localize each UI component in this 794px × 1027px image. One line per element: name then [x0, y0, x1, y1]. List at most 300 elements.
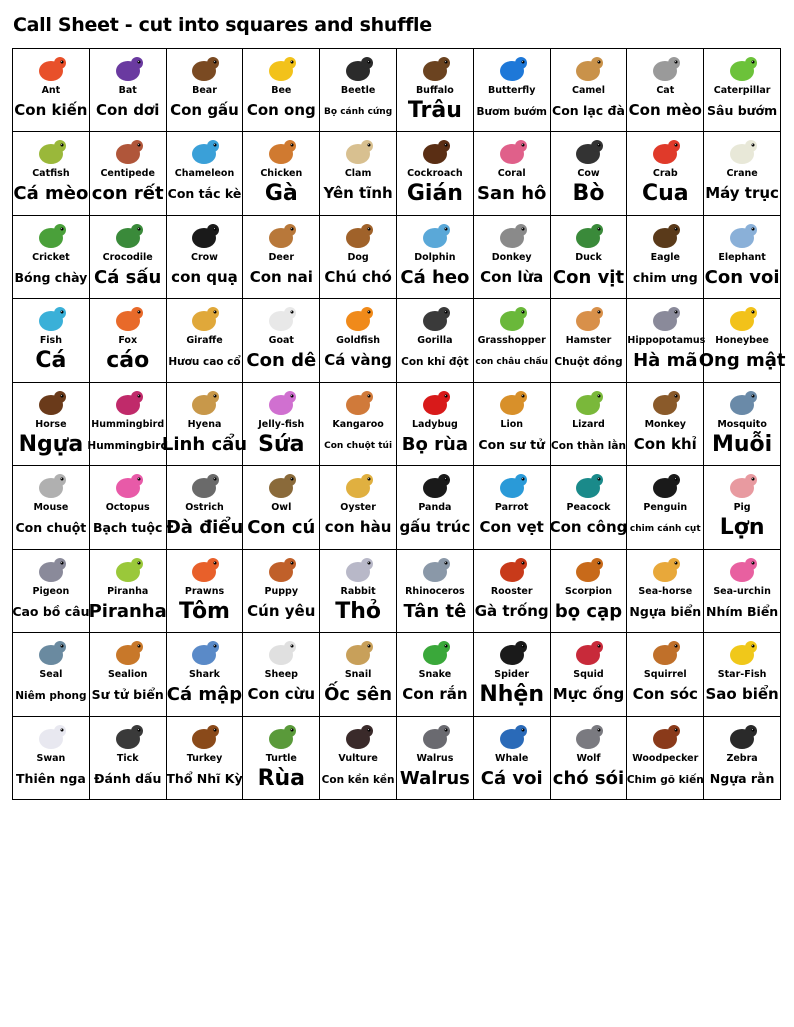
animal-card-cat: [627, 49, 704, 132]
turkey-icon: [184, 720, 224, 754]
animal-card-donkey: [474, 216, 551, 299]
animal-card-sealion: [90, 633, 167, 716]
whale-icon: [492, 720, 532, 754]
woodpecker-icon: [645, 720, 685, 754]
vietnamese-name: Cua: [641, 181, 689, 207]
vietnamese-name: chim ưng: [632, 269, 698, 285]
caterpillar-icon: [722, 52, 762, 86]
vietnamese-name: Chim gõ kiến: [626, 773, 704, 786]
spider-icon: [492, 636, 532, 670]
english-name: Whale: [495, 752, 529, 764]
animal-card-caterpillar: [704, 49, 781, 132]
animal-card-ladybug: [397, 383, 474, 466]
animal-card-woodpecker: [627, 717, 704, 800]
vietnamese-name: Cá mèo: [13, 183, 89, 205]
vietnamese-name: Con kiến: [14, 101, 88, 119]
english-name: Squirrel: [643, 669, 687, 681]
elephant-icon: [722, 219, 762, 253]
animal-card-chameleon: [167, 132, 244, 215]
animal-card-camel: [551, 49, 628, 132]
vietnamese-name: Con lạc đà: [552, 103, 625, 118]
english-name: Lion: [500, 418, 523, 430]
animal-card-turkey: [167, 717, 244, 800]
seaurchin-icon: [722, 553, 762, 587]
mouse-icon: [31, 469, 71, 503]
animal-card-mosquito: [704, 383, 781, 466]
english-name: Turkey: [186, 752, 223, 764]
english-name: Lizard: [572, 418, 605, 430]
english-name: Fish: [39, 335, 62, 347]
english-name: Kangaroo: [332, 418, 384, 430]
animal-card-dog: [320, 216, 397, 299]
english-name: Peacock: [566, 502, 611, 514]
english-name: Crocodile: [102, 251, 153, 263]
peacock-icon: [568, 469, 608, 503]
english-name: Grasshopper: [477, 335, 546, 347]
animal-card-eagle: [627, 216, 704, 299]
english-name: Hippopotamus: [627, 335, 706, 347]
prawns-icon: [184, 553, 224, 587]
vietnamese-name: Con nai: [249, 267, 313, 286]
vietnamese-name: Bóng chày: [14, 269, 88, 285]
animal-card-sea-horse: [627, 550, 704, 633]
animal-card-prawns: [167, 550, 244, 633]
english-name: Ladybug: [411, 418, 458, 430]
sheep-icon: [261, 636, 301, 670]
vietnamese-name: Con vẹt: [479, 518, 544, 537]
vietnamese-name: Sâu bướm: [707, 103, 778, 118]
walrus-icon: [415, 720, 455, 754]
rooster-icon: [492, 553, 532, 587]
vietnamese-name: Bò: [572, 181, 605, 207]
vietnamese-name: Bạch tuộc: [92, 520, 163, 536]
english-name: Cat: [656, 85, 675, 96]
english-name: Parrot: [494, 502, 529, 514]
vietnamese-name: Lợn: [719, 515, 765, 541]
snail-icon: [338, 636, 378, 670]
animal-card-cockroach: [397, 132, 474, 215]
penguin-icon: [645, 469, 685, 503]
animal-card-pig: [704, 466, 781, 549]
english-name: Walrus: [416, 752, 454, 764]
horse-icon: [31, 386, 71, 420]
animal-card-star-fish: [704, 633, 781, 716]
jellyfish-icon: [261, 386, 301, 420]
english-name: Monkey: [644, 418, 687, 430]
vietnamese-name: Con cú: [247, 517, 316, 539]
english-name: Shark: [188, 669, 220, 681]
english-name: Tick: [116, 752, 139, 764]
ladybug-icon: [415, 386, 455, 420]
vietnamese-name: Con gấu: [170, 101, 239, 119]
animal-card-hummingbird: [87, 383, 168, 466]
animal-card-bee: [243, 49, 320, 132]
animal-card-buffalo: [397, 49, 474, 132]
english-name: Honeybee: [715, 335, 769, 347]
animal-card-bear: [167, 49, 244, 132]
animal-card-elephant: [704, 216, 781, 299]
vietnamese-name: Ngựa rằn: [709, 770, 775, 786]
squid-icon: [568, 636, 608, 670]
vietnamese-name: Bọ rùa: [401, 433, 468, 455]
animal-card-walrus: [397, 717, 474, 800]
starfish-icon: [722, 636, 762, 670]
animal-card-octopus: [90, 466, 167, 549]
vietnamese-name: Con rắn: [402, 685, 468, 704]
animal-card-kangaroo: [320, 383, 397, 466]
vietnamese-name: Con chuột túi: [324, 440, 393, 451]
hummingbird-icon: [108, 386, 148, 420]
centipede-icon: [108, 135, 148, 169]
vietnamese-name: Tôm: [179, 598, 230, 624]
vietnamese-name: Tân tê: [403, 600, 467, 622]
vietnamese-name: Linh cẩu: [161, 433, 248, 455]
english-name: Seal: [39, 669, 63, 681]
english-name: Octopus: [105, 502, 150, 514]
vietnamese-name: Con thằn lằn: [551, 439, 626, 452]
shark-icon: [184, 636, 224, 670]
honeybee-icon: [722, 302, 762, 336]
animal-card-crocodile: [90, 216, 167, 299]
vietnamese-name: Walrus: [399, 767, 470, 789]
vietnamese-name: Con kền kền: [321, 773, 395, 786]
animal-card-squirrel: [627, 633, 704, 716]
english-name: Puppy: [264, 585, 299, 597]
animal-card-seal: [13, 633, 90, 716]
vietnamese-name: Cá voi: [480, 767, 543, 789]
vietnamese-name: cáo: [106, 348, 150, 374]
animal-card-horse: [13, 383, 90, 466]
turtle-icon: [261, 720, 301, 754]
pigeon-icon: [31, 553, 71, 587]
animal-card-goldfish: [320, 299, 397, 382]
english-name: Bee: [271, 85, 292, 96]
vietnamese-name: Con ong: [246, 101, 316, 119]
bee-icon: [261, 52, 301, 86]
hamster-icon: [568, 302, 608, 336]
animal-card-lion: [474, 383, 551, 466]
english-name: Buffalo: [415, 85, 454, 96]
crow-icon: [184, 219, 224, 253]
english-name: Beetle: [340, 85, 376, 96]
vietnamese-name: Con khỉ: [633, 434, 697, 453]
animal-card-monkey: [627, 383, 704, 466]
crocodile-icon: [108, 219, 148, 253]
english-name: Hamster: [565, 335, 612, 347]
duck-icon: [568, 219, 608, 253]
animal-card-squid: [551, 633, 628, 716]
vietnamese-name: Hươu cao cổ: [168, 356, 241, 369]
pig-icon: [722, 469, 762, 503]
animal-card-fox: [90, 299, 167, 382]
vietnamese-name: Đà điểu: [165, 517, 244, 539]
chicken-icon: [261, 135, 301, 169]
vietnamese-name: Cá sấu: [94, 266, 162, 288]
animal-card-snail: [320, 633, 397, 716]
vietnamese-name: Trâu: [407, 98, 462, 123]
animal-card-beetle: [320, 49, 397, 132]
animal-card-ostrich: [167, 466, 244, 549]
ostrich-icon: [184, 469, 224, 503]
animal-card-catfish: [13, 132, 90, 215]
rabbit-icon: [338, 553, 378, 587]
parrot-icon: [492, 469, 532, 503]
animal-card-shark: [167, 633, 244, 716]
english-name: Turtle: [265, 752, 297, 764]
english-name: Bear: [192, 85, 217, 96]
english-name: Cow: [577, 168, 600, 180]
english-name: Zebra: [726, 752, 758, 764]
vietnamese-name: Con sư tử: [478, 436, 545, 452]
lizard-icon: [568, 386, 608, 420]
animal-card-goat: [243, 299, 320, 382]
vietnamese-name: Đánh dấu: [94, 770, 162, 786]
english-name: Squid: [573, 669, 604, 681]
english-name: Oyster: [340, 502, 376, 514]
coral-icon: [492, 135, 532, 169]
english-name: Scorpion: [564, 585, 613, 597]
vietnamese-name: Piranha: [88, 600, 167, 622]
crab-icon: [645, 135, 685, 169]
vietnamese-name: Con dơi: [95, 101, 160, 119]
vietnamese-name: Cá vàng: [324, 351, 392, 370]
english-name: Owl: [271, 502, 292, 514]
tick-icon: [108, 720, 148, 754]
animal-card-vulture: [320, 717, 397, 800]
vietnamese-name: Cao bồ câu: [12, 603, 90, 619]
vietnamese-name: Nhện: [479, 682, 545, 708]
dolphin-icon: [415, 219, 455, 253]
english-name: Eagle: [650, 251, 680, 263]
vietnamese-name: con rết: [91, 183, 164, 205]
english-name: Horse: [35, 418, 67, 430]
fish-icon: [31, 302, 71, 336]
catfish-icon: [31, 135, 71, 169]
animal-card-mouse: [13, 466, 90, 549]
english-name: Caterpillar: [713, 85, 771, 96]
wolf-icon: [568, 720, 608, 754]
hippopotamus-icon: [645, 302, 685, 336]
english-name: Chameleon: [174, 168, 235, 180]
puppy-icon: [261, 553, 301, 587]
vietnamese-name: San hô: [477, 183, 547, 205]
vietnamese-name: Con voi: [704, 266, 780, 288]
animal-card-crow: [167, 216, 244, 299]
animal-card-honeybee: [698, 299, 786, 382]
vietnamese-name: Máy trục: [705, 184, 779, 203]
vietnamese-name: bọ cạp: [554, 600, 623, 622]
vietnamese-name: Cá: [35, 348, 67, 374]
vietnamese-name: Hà mã: [633, 350, 698, 372]
animal-card-penguin: [627, 466, 704, 549]
vietnamese-name: Mực ống: [552, 685, 625, 704]
giraffe-icon: [184, 302, 224, 336]
animal-card-centipede: [90, 132, 167, 215]
animal-card-jelly-fish: [243, 383, 320, 466]
vietnamese-name: Yên tĩnh: [323, 184, 393, 203]
deer-icon: [261, 219, 301, 253]
english-name: Prawns: [184, 585, 225, 597]
animal-card-panda: [397, 466, 474, 549]
vietnamese-name: Cún yêu: [247, 601, 316, 620]
english-name: Piranha: [107, 585, 149, 597]
squirrel-icon: [645, 636, 685, 670]
swan-icon: [31, 720, 71, 754]
animal-card-bat: [90, 49, 167, 132]
dog-icon: [338, 219, 378, 253]
vietnamese-name: Nhím Biển: [705, 603, 779, 619]
page-title: Call Sheet - cut into squares and shuffle: [13, 14, 432, 36]
vietnamese-name: Con công: [549, 518, 628, 537]
fox-icon: [108, 302, 148, 336]
octopus-icon: [108, 469, 148, 503]
vietnamese-name: Con mèo: [628, 101, 702, 119]
english-name: Clam: [344, 168, 372, 180]
zebra-icon: [722, 720, 762, 754]
animal-card-rooster: [474, 550, 551, 633]
english-name: Pigeon: [32, 585, 70, 597]
animal-card-crab: [627, 132, 704, 215]
vietnamese-name: Con cừu: [247, 685, 316, 704]
english-name: Cockroach: [407, 168, 463, 180]
vietnamese-name: Con sóc: [632, 685, 698, 704]
animal-card-zebra: [704, 717, 781, 800]
vietnamese-name: Thiên nga: [16, 770, 86, 786]
english-name: Goldfish: [336, 335, 381, 347]
animal-card-tick: [90, 717, 167, 800]
animal-card-sea-urchin: [704, 550, 781, 633]
english-name: Crane: [726, 168, 758, 180]
english-name: Swan: [36, 752, 66, 764]
english-name: Sea-horse: [638, 585, 693, 597]
animal-card-puppy: [243, 550, 320, 633]
butterfly-icon: [492, 52, 532, 86]
eagle-icon: [645, 219, 685, 253]
kangaroo-icon: [338, 386, 378, 420]
animal-card-ant: [13, 49, 90, 132]
chameleon-icon: [184, 135, 224, 169]
english-name: Penguin: [643, 502, 688, 514]
rhinoceros-icon: [415, 553, 455, 587]
english-name: Vulture: [338, 752, 378, 764]
animal-card-deer: [243, 216, 320, 299]
english-name: Dog: [347, 251, 369, 263]
english-name: Deer: [268, 251, 295, 263]
animal-card-cow: [551, 132, 628, 215]
english-name: Jelly-fish: [258, 418, 305, 430]
english-name: Crab: [652, 168, 678, 180]
animal-card-clam: [320, 132, 397, 215]
panda-icon: [415, 469, 455, 503]
english-name: Mouse: [33, 502, 69, 514]
english-name: Hyena: [187, 418, 222, 430]
bear-icon: [184, 52, 224, 86]
vietnamese-name: Rùa: [257, 765, 306, 791]
animal-card-crane: [704, 132, 781, 215]
vietnamese-name: Chuột đồng: [554, 356, 623, 369]
animal-card-hamster: [551, 299, 628, 382]
english-name: Bat: [118, 85, 137, 96]
english-name: Sheep: [264, 669, 298, 681]
english-name: Giraffe: [186, 335, 223, 347]
english-name: Star-Fish: [717, 669, 767, 681]
vietnamese-name: Muỗi: [711, 431, 773, 457]
english-name: Panda: [418, 502, 452, 514]
seahorse-icon: [645, 553, 685, 587]
goat-icon: [261, 302, 301, 336]
animal-card-giraffe: [167, 299, 244, 382]
english-name: Ostrich: [185, 502, 224, 514]
vietnamese-name: Bọ cánh cứng: [324, 107, 393, 117]
oyster-icon: [338, 469, 378, 503]
vietnamese-name: Con vịt: [552, 266, 625, 288]
english-name: Spider: [494, 669, 530, 681]
buffalo-icon: [415, 52, 455, 86]
vietnamese-name: Thổ Nhĩ Kỳ: [166, 770, 243, 786]
english-name: Donkey: [491, 251, 532, 263]
bat-icon: [108, 52, 148, 86]
vietnamese-name: Con chuột: [15, 520, 87, 536]
grasshopper-icon: [492, 302, 532, 336]
vietnamese-name: Gián: [406, 181, 463, 207]
animal-card-hippopotamus: [627, 299, 704, 382]
vietnamese-name: Cá mập: [166, 684, 243, 706]
call-sheet-grid: [12, 48, 786, 800]
cow-icon: [568, 135, 608, 169]
animal-card-owl: [243, 466, 320, 549]
english-name: Wolf: [576, 752, 601, 764]
english-name: Woodpecker: [632, 752, 699, 764]
english-name: Fox: [118, 335, 138, 347]
vietnamese-name: Sao biển: [705, 685, 779, 704]
animal-card-lizard: [551, 383, 628, 466]
animal-card-snake: [397, 633, 474, 716]
english-name: Cricket: [32, 251, 70, 263]
english-name: Rooster: [490, 585, 533, 597]
animal-card-gorilla: [397, 299, 474, 382]
english-name: Rhinoceros: [405, 585, 465, 597]
seal-icon: [31, 636, 71, 670]
vietnamese-name: Niêm phong: [15, 690, 87, 703]
monkey-icon: [645, 386, 685, 420]
cricket-icon: [31, 219, 71, 253]
animal-card-rhinoceros: [397, 550, 474, 633]
lion-icon: [492, 386, 532, 420]
english-name: Sea-urchin: [713, 585, 771, 597]
gorilla-icon: [415, 302, 455, 336]
vietnamese-name: chó sói: [552, 767, 625, 789]
animal-card-sheep: [243, 633, 320, 716]
animal-card-chicken: [243, 132, 320, 215]
vietnamese-name: Gà trống: [474, 601, 549, 620]
english-name: Ant: [41, 85, 61, 96]
cat-icon: [645, 52, 685, 86]
vietnamese-name: con quạ: [171, 267, 238, 286]
snake-icon: [415, 636, 455, 670]
english-name: Pig: [733, 502, 751, 514]
english-name: Rabbit: [340, 585, 376, 597]
animal-card-dolphin: [397, 216, 474, 299]
english-name: Camel: [572, 85, 605, 96]
animal-card-rabbit: [320, 550, 397, 633]
vietnamese-name: Ngựa: [18, 431, 84, 457]
animal-card-spider: [474, 633, 551, 716]
vietnamese-name: Gà: [264, 181, 298, 207]
animal-card-butterfly: [474, 49, 551, 132]
english-name: Sealion: [107, 669, 148, 681]
animal-card-parrot: [474, 466, 551, 549]
animal-card-turtle: [243, 717, 320, 800]
